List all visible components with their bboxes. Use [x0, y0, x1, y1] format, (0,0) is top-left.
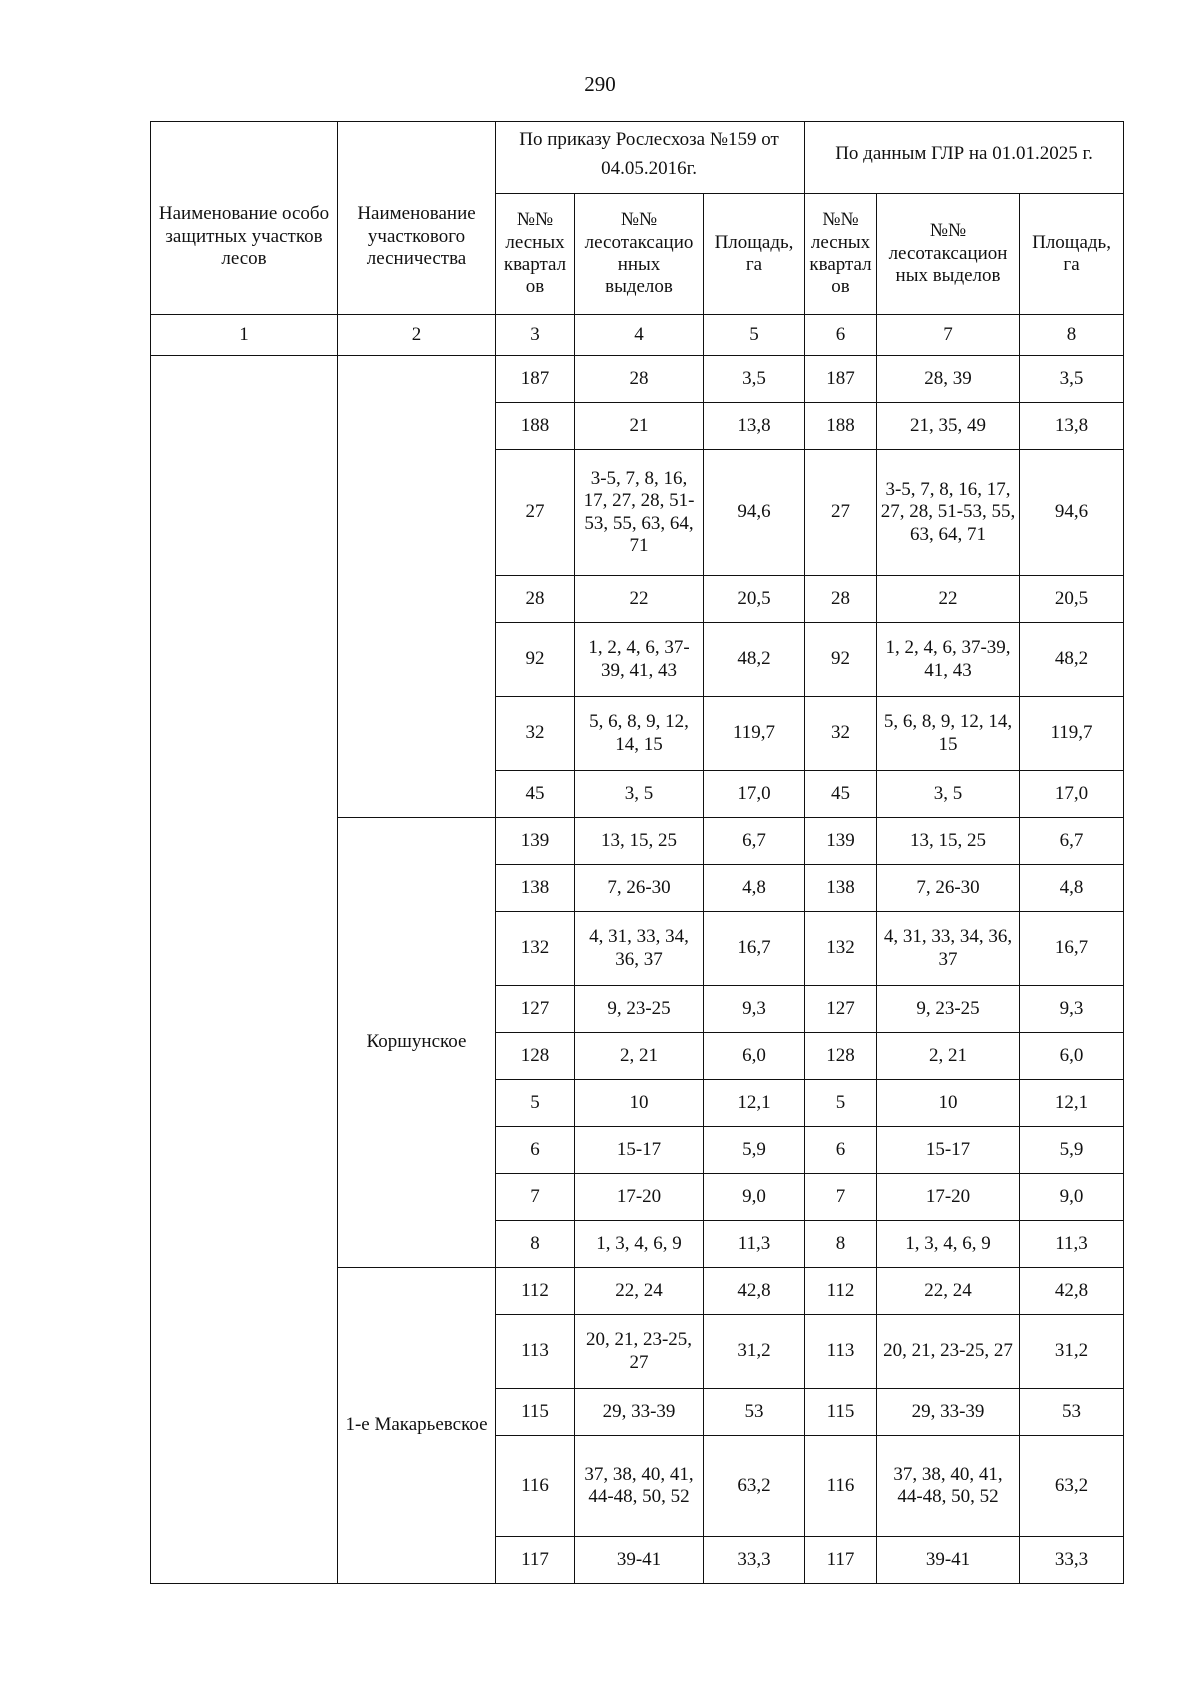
area-value: 9,3: [704, 986, 805, 1033]
plot-numbers: 13, 15, 25: [575, 818, 704, 865]
plot-numbers: 20, 21, 23-25, 27: [575, 1315, 704, 1389]
header-protected-areas: Наименование особо защитных участков лесов: [151, 122, 338, 315]
quarter-number: 187: [496, 356, 575, 403]
header-group-order-159: [496, 122, 805, 194]
quarter-number: 117: [496, 1537, 575, 1584]
area-value: 4,8: [1020, 865, 1124, 912]
header-g2-area: Площадь, га: [1020, 194, 1124, 315]
area-value: 53: [704, 1389, 805, 1436]
plot-numbers: 4, 31, 33, 34, 36, 37: [575, 912, 704, 986]
quarter-number: 187: [805, 356, 877, 403]
quarter-number: 7: [805, 1174, 877, 1221]
quarter-number: 128: [496, 1033, 575, 1080]
area-value: 6,0: [1020, 1033, 1124, 1080]
quarter-number: 6: [496, 1127, 575, 1174]
area-value: 13,8: [1020, 403, 1124, 450]
plot-numbers: 1, 3, 4, 6, 9: [575, 1221, 704, 1268]
plot-numbers: 10: [877, 1080, 1020, 1127]
plot-numbers: 17-20: [575, 1174, 704, 1221]
area-value: 9,0: [1020, 1174, 1124, 1221]
area-value: 17,0: [704, 771, 805, 818]
quarter-number: 139: [496, 818, 575, 865]
forestry-name: 1-е Макарьевское: [338, 1268, 496, 1584]
area-value: 33,3: [1020, 1537, 1124, 1584]
plot-numbers: 21, 35, 49: [877, 403, 1020, 450]
column-number: 8: [1020, 315, 1124, 356]
area-value: 6,7: [1020, 818, 1124, 865]
quarter-number: 92: [496, 623, 575, 697]
plot-numbers: 15-17: [575, 1127, 704, 1174]
plot-numbers: 3, 5: [877, 771, 1020, 818]
area-value: 6,7: [704, 818, 805, 865]
plot-numbers: 39-41: [877, 1537, 1020, 1584]
area-value: 6,0: [704, 1033, 805, 1080]
forestry-name: Коршунское: [338, 818, 496, 1268]
area-value: 119,7: [1020, 697, 1124, 771]
quarter-number: 128: [805, 1033, 877, 1080]
area-value: 63,2: [1020, 1436, 1124, 1537]
plot-numbers: 29, 33-39: [877, 1389, 1020, 1436]
table-row: [151, 356, 1124, 403]
area-value: 31,2: [1020, 1315, 1124, 1389]
plot-numbers: 39-41: [575, 1537, 704, 1584]
area-value: 42,8: [1020, 1268, 1124, 1315]
quarter-number: 7: [496, 1174, 575, 1221]
area-value: 94,6: [1020, 450, 1124, 576]
quarter-number: 117: [805, 1537, 877, 1584]
area-value: 20,5: [1020, 576, 1124, 623]
column-number: 5: [704, 315, 805, 356]
header-g2-quarters: №№ лесных квартал ов: [805, 194, 877, 315]
quarter-number: 132: [805, 912, 877, 986]
plot-numbers: 5, 6, 8, 9, 12, 14, 15: [877, 697, 1020, 771]
area-value: 12,1: [704, 1080, 805, 1127]
area-value: 33,3: [704, 1537, 805, 1584]
page-number: 290: [584, 72, 616, 96]
area-value: 9,3: [1020, 986, 1124, 1033]
quarter-number: 28: [805, 576, 877, 623]
header-g1-area: Площадь, га: [704, 194, 805, 315]
area-value: 16,7: [704, 912, 805, 986]
area-value: 119,7: [704, 697, 805, 771]
plot-numbers: 13, 15, 25: [877, 818, 1020, 865]
area-value: 4,8: [704, 865, 805, 912]
quarter-number: 32: [805, 697, 877, 771]
group2-title: По данным ГЛР на 01.01.2025 г.: [835, 143, 1093, 165]
area-value: 20,5: [704, 576, 805, 623]
quarter-number: 139: [805, 818, 877, 865]
header-group-glr-2025: [805, 122, 1124, 194]
area-value: 94,6: [704, 450, 805, 576]
plot-numbers: 28: [575, 356, 704, 403]
area-value: 5,9: [704, 1127, 805, 1174]
plot-numbers: 9, 23-25: [575, 986, 704, 1033]
area-value: 3,5: [1020, 356, 1124, 403]
plot-numbers: 22: [575, 576, 704, 623]
plot-numbers: 1, 2, 4, 6, 37-39, 41, 43: [575, 623, 704, 697]
area-value: 16,7: [1020, 912, 1124, 986]
plot-numbers: 3-5, 7, 8, 16, 17, 27, 28, 51-53, 55, 63, 64, 71: [575, 450, 704, 576]
quarter-number: 113: [805, 1315, 877, 1389]
plot-numbers: 17-20: [877, 1174, 1020, 1221]
quarter-number: 115: [805, 1389, 877, 1436]
area-value: 12,1: [1020, 1080, 1124, 1127]
column-number: 7: [877, 315, 1020, 356]
plot-numbers: 22: [877, 576, 1020, 623]
quarter-number: 45: [496, 771, 575, 818]
quarter-number: 112: [805, 1268, 877, 1315]
quarter-number: 5: [496, 1080, 575, 1127]
quarter-number: 32: [496, 697, 575, 771]
plot-numbers: 3-5, 7, 8, 16, 17, 27, 28, 51-53, 55, 63, 64, 71: [877, 450, 1020, 576]
quarter-number: 138: [805, 865, 877, 912]
plot-numbers: 37, 38, 40, 41, 44-48, 50, 52: [575, 1436, 704, 1537]
plot-numbers: 22, 24: [575, 1268, 704, 1315]
column-number: 1: [151, 315, 338, 356]
quarter-number: 116: [496, 1436, 575, 1537]
area-value: 13,8: [704, 403, 805, 450]
header-g1-plots: №№ лесотаксацио нных выделов: [575, 194, 704, 315]
column-number: 6: [805, 315, 877, 356]
area-value: 11,3: [704, 1221, 805, 1268]
area-value: 5,9: [1020, 1127, 1124, 1174]
plot-numbers: 1, 3, 4, 6, 9: [877, 1221, 1020, 1268]
group1-line1: По приказу Рослесхоза №159 от: [519, 128, 779, 150]
plot-numbers: 2, 21: [575, 1033, 704, 1080]
area-value: 11,3: [1020, 1221, 1124, 1268]
quarter-number: 132: [496, 912, 575, 986]
area-value: 9,0: [704, 1174, 805, 1221]
quarter-number: 45: [805, 771, 877, 818]
quarter-number: 115: [496, 1389, 575, 1436]
quarter-number: 188: [805, 403, 877, 450]
area-value: 17,0: [1020, 771, 1124, 818]
area-value: 53: [1020, 1389, 1124, 1436]
column-number-row: [151, 315, 1124, 356]
table-body: [151, 356, 1124, 1584]
column-number: 2: [338, 315, 496, 356]
quarter-number: 28: [496, 576, 575, 623]
plot-numbers: 37, 38, 40, 41, 44-48, 50, 52: [877, 1436, 1020, 1537]
plot-numbers: 3, 5: [575, 771, 704, 818]
quarter-number: 27: [496, 450, 575, 576]
plot-numbers: 28, 39: [877, 356, 1020, 403]
quarter-number: 116: [805, 1436, 877, 1537]
quarter-number: 127: [805, 986, 877, 1033]
area-value: 42,8: [704, 1268, 805, 1315]
area-value: 48,2: [1020, 623, 1124, 697]
group1-line2: 04.05.2016г.: [601, 157, 697, 179]
plot-numbers: 22, 24: [877, 1268, 1020, 1315]
plot-numbers: 7, 26-30: [877, 865, 1020, 912]
column-number: 3: [496, 315, 575, 356]
quarter-number: 127: [496, 986, 575, 1033]
quarter-number: 27: [805, 450, 877, 576]
plot-numbers: 7, 26-30: [575, 865, 704, 912]
area-value: 3,5: [704, 356, 805, 403]
header-forestry: Наименование участкового лесничества: [338, 122, 496, 315]
plot-numbers: 21: [575, 403, 704, 450]
header-g1-quarters: №№ лесных квартал ов: [496, 194, 575, 315]
plot-numbers: 4, 31, 33, 34, 36, 37: [877, 912, 1020, 986]
quarter-number: 138: [496, 865, 575, 912]
quarter-number: 8: [496, 1221, 575, 1268]
quarter-number: 6: [805, 1127, 877, 1174]
plot-numbers: 9, 23-25: [877, 986, 1020, 1033]
plot-numbers: 20, 21, 23-25, 27: [877, 1315, 1020, 1389]
quarter-number: 5: [805, 1080, 877, 1127]
plot-numbers: 2, 21: [877, 1033, 1020, 1080]
plot-numbers: 29, 33-39: [575, 1389, 704, 1436]
plot-numbers: 5, 6, 8, 9, 12, 14, 15: [575, 697, 704, 771]
area-value: 31,2: [704, 1315, 805, 1389]
forestry-name: [338, 356, 496, 818]
area-value: 63,2: [704, 1436, 805, 1537]
quarter-number: 112: [496, 1268, 575, 1315]
protected-area-cell: [151, 356, 338, 1584]
quarter-number: 92: [805, 623, 877, 697]
quarter-number: 113: [496, 1315, 575, 1389]
quarter-number: 8: [805, 1221, 877, 1268]
plot-numbers: 10: [575, 1080, 704, 1127]
quarter-number: 188: [496, 403, 575, 450]
column-number: 4: [575, 315, 704, 356]
forest-plots-table: [150, 121, 1124, 1584]
plot-numbers: 15-17: [877, 1127, 1020, 1174]
plot-numbers: 1, 2, 4, 6, 37-39, 41, 43: [877, 623, 1020, 697]
header-g2-plots: №№ лесотаксацион ных выделов: [877, 194, 1020, 315]
area-value: 48,2: [704, 623, 805, 697]
